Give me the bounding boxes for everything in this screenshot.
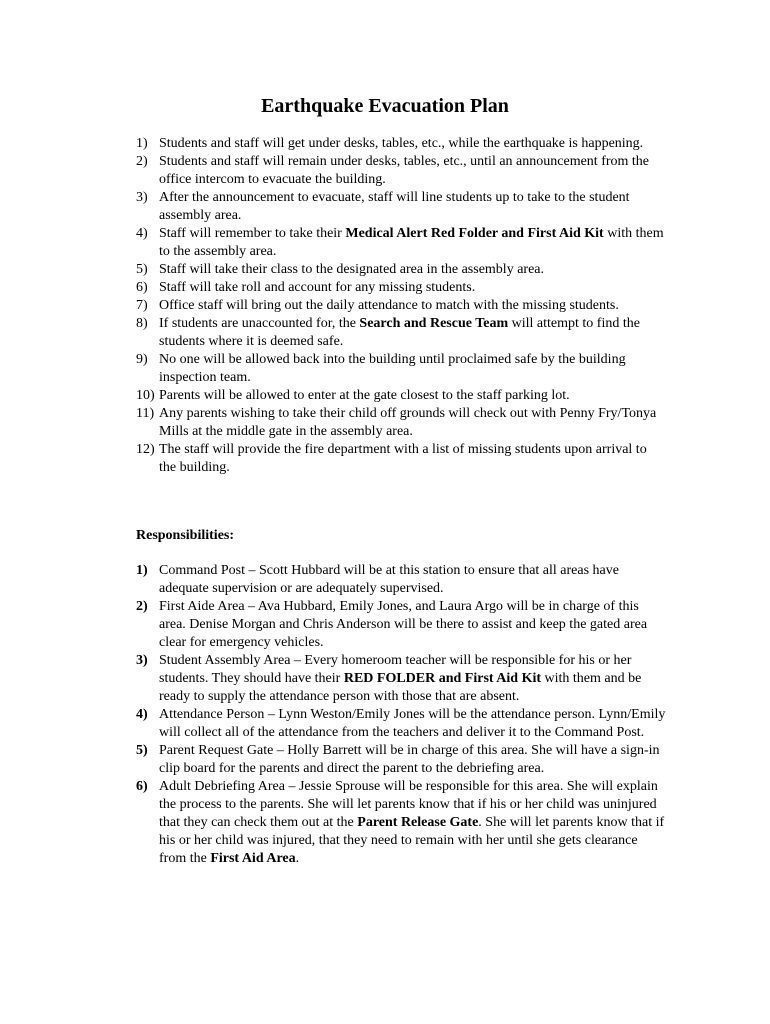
evacuation-step-text (159, 280, 475, 295)
evacuation-step-number: 9) (136, 352, 148, 367)
responsibility-item-text (159, 599, 647, 650)
evacuation-step-number: 7) (136, 298, 148, 313)
text-segment: Parent Request Gate – Holly Barrett will be in charge of this area. She will have a sign-in clip board for the parents and direct the parent to the debriefing area. (159, 743, 660, 776)
evacuation-step (136, 351, 666, 387)
responsibility-item (136, 706, 666, 742)
text-segment: Any parents wishing to take their child off grounds will check out with Penny Fry/Tonya Mills at the middle gate in the assembly area. (159, 406, 657, 439)
evacuation-step-text (159, 388, 570, 403)
evacuation-step (136, 261, 666, 279)
evacuation-step (136, 189, 666, 225)
responsibility-item (136, 742, 666, 778)
evacuation-step-text (159, 262, 544, 277)
evacuation-step-number: 12) (136, 442, 155, 457)
text-segment: Staff will take their class to the designated area in the assembly area. (159, 262, 544, 277)
text-segment: Command Post – Scott Hubbard will be at this station to ensure that all areas have adequate supervision or are adequately supervised. (159, 563, 619, 596)
responsibility-item-text (159, 779, 664, 866)
text-segment: will attempt to find the students where it is deemed safe. (159, 316, 640, 349)
emphasized-text: Medical Alert Red Folder and First Aid Kit (345, 226, 604, 241)
responsibility-item-number: 3) (136, 653, 148, 668)
text-segment: with them to the assembly area. (159, 226, 664, 259)
evacuation-step (136, 225, 666, 261)
evacuation-step-text (159, 136, 643, 151)
evacuation-step (136, 297, 666, 315)
responsibility-item-text (159, 707, 665, 740)
responsibility-item-number: 1) (136, 563, 148, 578)
responsibility-item-text (159, 563, 619, 596)
emphasized-text: Search and Rescue Team (359, 316, 509, 331)
evacuation-step-text (159, 406, 656, 439)
text-segment: No one will be allowed back into the building until proclaimed safe by the building inspection team. (159, 352, 626, 385)
text-segment: Students and staff will get under desks, tables, etc., while the earthquake is happening. (159, 136, 644, 151)
responsibility-item (136, 778, 666, 868)
text-segment: After the announcement to evacuate, staff will line students up to take to the student assembly area. (159, 190, 630, 223)
emphasized-text: First Aid Area (210, 851, 296, 866)
evacuation-step (136, 441, 666, 477)
emphasized-text: RED FOLDER and First Aid Kit (343, 671, 542, 686)
evacuation-step-number: 10) (136, 388, 155, 403)
evacuation-step-number: 1) (136, 136, 148, 151)
responsibility-item (136, 598, 666, 652)
responsibility-item-number: 5) (136, 743, 148, 758)
text-segment: Staff will remember to take their (159, 226, 346, 241)
evacuation-step-text (159, 298, 619, 313)
text-segment: First Aide Area – Ava Hubbard, Emily Jones, and Laura Argo will be in charge of this area. Denise Morgan and Chris Anderson will be there to assist and keep the gated area clear for emergency vehicles. (159, 599, 648, 650)
responsibility-item-number: 2) (136, 599, 148, 614)
evacuation-step-number: 5) (136, 262, 148, 277)
evacuation-step (136, 315, 666, 351)
responsibilities-heading: Responsibilities: (136, 528, 235, 543)
responsibility-item (136, 562, 666, 598)
responsibility-item-number: 4) (136, 707, 148, 722)
evacuation-step (136, 405, 666, 441)
text-segment: Adult Debriefing Area – Jessie Sprouse will be responsible for this area. She will explain the process to the parents. She will let parents know that if his or her child was uninjured that they can check them out at the (159, 779, 658, 830)
text-segment: Attendance Person – Lynn Weston/Emily Jones will be the attendance person. Lynn/Emily will collect all of the attendance from the teachers and deliver it to the Command Post. (159, 707, 666, 740)
responsibilities-list (136, 562, 666, 868)
text-segment: Students and staff will remain under desks, tables, etc., until an announcement from the office intercom to evacuate the building. (159, 154, 650, 187)
evacuation-step-text (159, 154, 649, 187)
text-segment: If students are unaccounted for, the (159, 316, 360, 331)
responsibility-item-text (159, 653, 641, 704)
text-segment: Office staff will bring out the daily attendance to match with the missing students. (159, 298, 619, 313)
text-segment: Student Assembly Area – Every homeroom teacher will be responsible for his or her students. They should have their (159, 653, 632, 686)
evacuation-step-text (159, 352, 626, 385)
evacuation-step-text (159, 190, 630, 223)
text-segment: Parents will be allowed to enter at the gate closest to the staff parking lot. (159, 388, 570, 403)
evacuation-step-number: 4) (136, 226, 148, 241)
evacuation-step-number: 3) (136, 190, 148, 205)
evacuation-step-text (159, 316, 640, 349)
evacuation-step-number: 6) (136, 280, 148, 295)
evacuation-step-number: 11) (136, 406, 155, 421)
text-segment: with them and be ready to supply the attendance person with those that are absent. (159, 671, 642, 704)
evacuation-step-text (159, 442, 647, 475)
evacuation-step (136, 279, 666, 297)
responsibility-item-number: 6) (136, 779, 148, 794)
evacuation-step (136, 135, 666, 153)
text-segment: The staff will provide the fire department with a list of missing students upon arrival to the building. (159, 442, 647, 475)
evacuation-step-text (159, 226, 664, 259)
responsibility-item-text (159, 743, 660, 776)
evacuation-steps-list (136, 135, 666, 477)
evacuation-step (136, 387, 666, 405)
responsibility-item (136, 652, 666, 706)
evacuation-step-number: 8) (136, 316, 148, 331)
text-segment: Staff will take roll and account for any missing students. (159, 280, 476, 295)
emphasized-text: Parent Release Gate (357, 815, 479, 830)
text-segment: . (295, 851, 300, 866)
page-title: Earthquake Evacuation Plan (261, 95, 509, 117)
evacuation-step-number: 2) (136, 154, 148, 169)
text-segment: . She will let parents know that if his or her child was injured, that they need to remain with her until she gets clearance from the (159, 815, 665, 866)
evacuation-step (136, 153, 666, 189)
